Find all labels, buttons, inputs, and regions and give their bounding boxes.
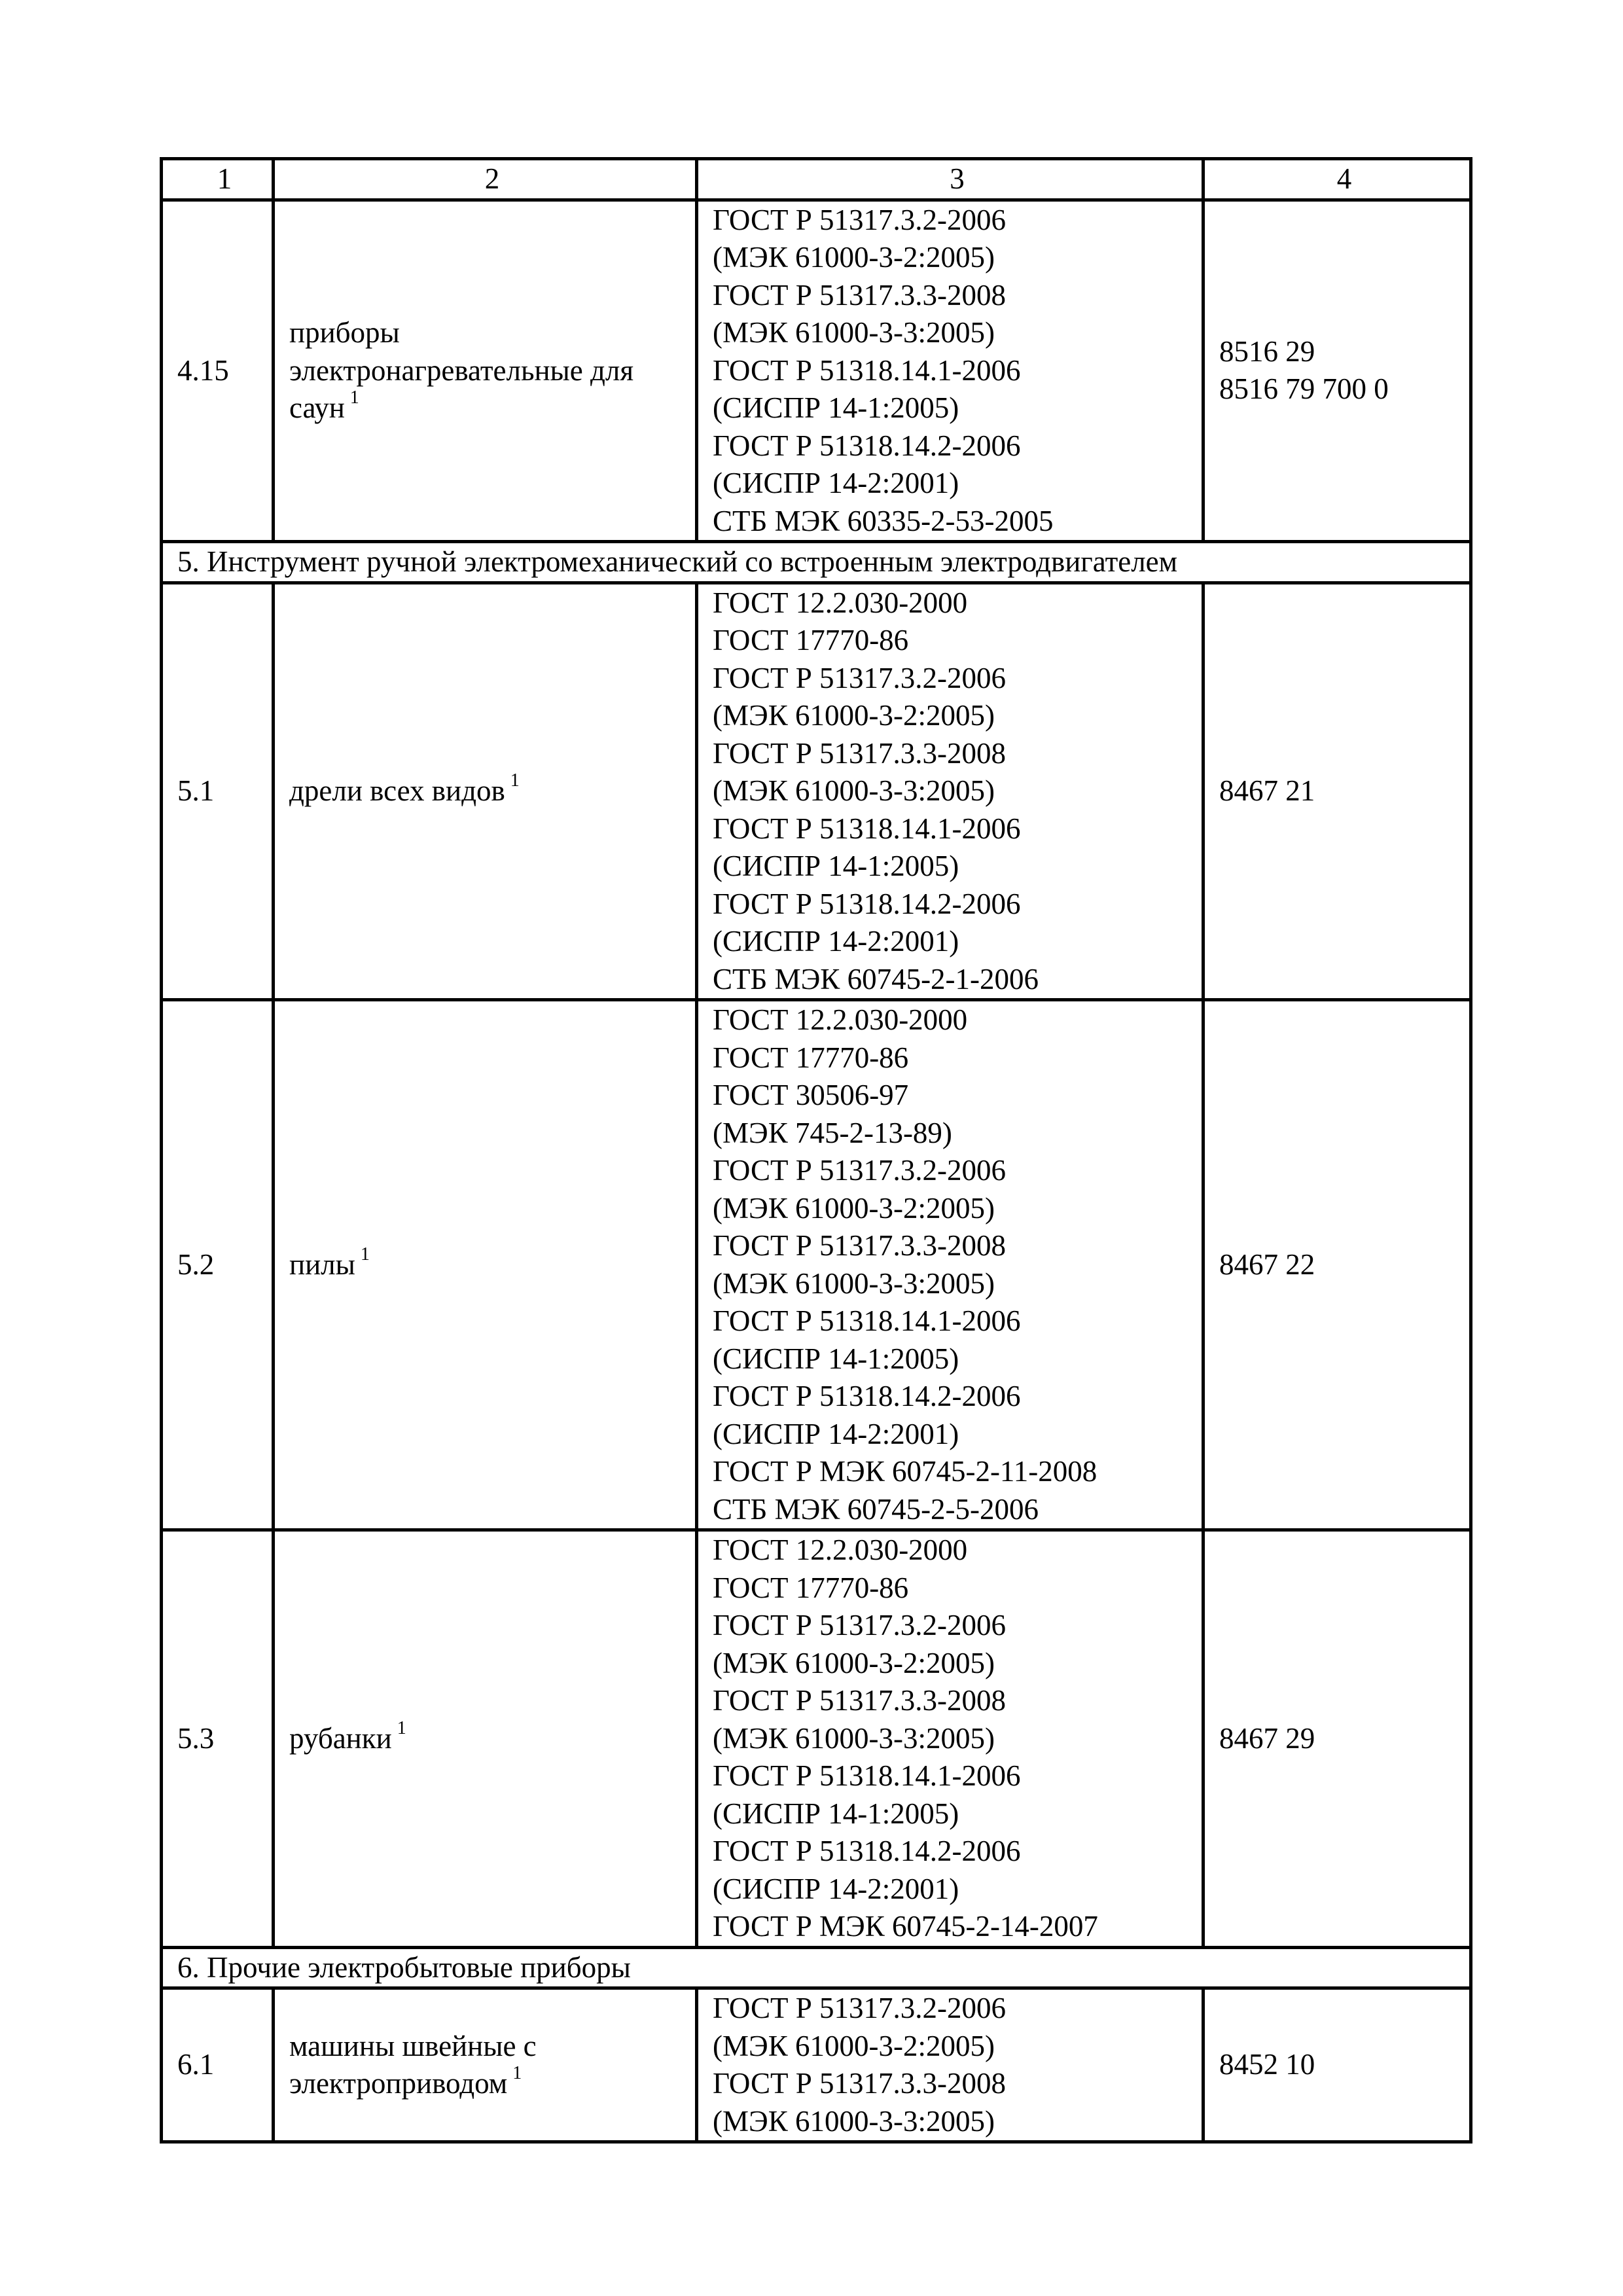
- item-standards: [697, 583, 1204, 1000]
- item-name-line: [289, 352, 695, 390]
- standard-line: ГОСТ Р 51317.3.2-2006: [713, 661, 1006, 694]
- standard-line: (МЭК 61000-3-3:2005): [713, 1721, 995, 1755]
- standard-line: (МЭК 61000-3-2:2005): [713, 699, 995, 732]
- section-title: 6. Прочие электробытовые приборы: [162, 1947, 1471, 1988]
- standard-line: ГОСТ Р 51318.14.2-2006: [713, 887, 1021, 920]
- code-line: 8516 79 700 0: [1219, 372, 1389, 406]
- standard-line: ГОСТ 17770-86: [713, 1571, 909, 1604]
- standard-line: ГОСТ Р 51317.3.2-2006: [713, 1992, 1006, 2024]
- item-codes: [1204, 583, 1471, 1000]
- standard-line: (СИСПР 14-2:2001): [713, 925, 959, 958]
- item-name-text: электроприводом: [289, 2067, 508, 2100]
- table-row: [162, 1000, 1471, 1530]
- standard-line: ГОСТ Р 51317.3.2-2006: [713, 203, 1006, 236]
- item-standards: [697, 1530, 1204, 1948]
- code-line: 8516 29: [1219, 334, 1315, 368]
- item-standards: [697, 1000, 1204, 1530]
- standard-line: (МЭК 61000-3-3:2005): [713, 316, 995, 349]
- standards-table: [160, 157, 1472, 2144]
- item-name-line: [289, 1717, 695, 1758]
- item-name-line: [289, 1246, 695, 1284]
- item-name: [274, 200, 697, 542]
- standard-line: (СИСПР 14-1:2005): [713, 1797, 959, 1830]
- item-number: 5.2: [162, 1000, 274, 1530]
- item-name-text: дрели всех видов: [289, 774, 505, 807]
- standard-line: (МЭК 61000-3-2:2005): [713, 1191, 995, 1225]
- item-name: [274, 583, 697, 1000]
- standard-line: (МЭК 61000-3-3:2005): [713, 1266, 995, 1300]
- standard-line: ГОСТ Р 51317.3.3-2008: [713, 1229, 1006, 1262]
- standard-line: (СИСПР 14-1:2005): [713, 1342, 959, 1375]
- standard-line: (СИСПР 14-2:2001): [713, 1872, 959, 1905]
- item-name: [274, 1530, 697, 1948]
- item-name: [274, 1000, 697, 1530]
- standard-line: (СИСПР 14-1:2005): [713, 850, 959, 882]
- item-number: 5.3: [162, 1530, 274, 1948]
- standard-line: ГОСТ Р 51318.14.1-2006: [713, 353, 1021, 387]
- column-header-4: 4: [1204, 159, 1471, 200]
- item-number: 4.15: [162, 200, 274, 542]
- footnote-marker: 1: [397, 1717, 406, 1738]
- standard-line: (СИСПР 14-1:2005): [713, 391, 959, 424]
- column-header-1: 1: [162, 159, 274, 200]
- standard-line: ГОСТ Р 51318.14.1-2006: [713, 1759, 1021, 1792]
- standard-line: ГОСТ 17770-86: [713, 1041, 909, 1074]
- item-name-line: [289, 772, 695, 810]
- item-codes: [1204, 1988, 1471, 2142]
- item-codes: [1204, 1530, 1471, 1948]
- table-row: [162, 200, 1471, 542]
- item-codes: [1204, 1000, 1471, 1530]
- standard-line: (МЭК 61000-3-3:2005): [713, 774, 995, 807]
- item-standards: [697, 200, 1204, 542]
- standard-line: ГОСТ Р 51317.3.2-2006: [713, 1609, 1006, 1641]
- standard-line: СТБ МЭК 60745-2-1-2006: [713, 962, 1039, 996]
- standard-line: ГОСТ 30506-97: [713, 1079, 909, 1111]
- table-row: [162, 583, 1471, 1000]
- table-row: [162, 1530, 1471, 1948]
- code-line: 8452 10: [1219, 2048, 1315, 2081]
- standard-line: ГОСТ Р 51317.3.3-2008: [713, 2067, 1006, 2100]
- standard-line: ГОСТ 17770-86: [713, 624, 909, 656]
- standard-line: ГОСТ Р 51318.14.2-2006: [713, 1835, 1021, 1867]
- footnote-marker: 1: [349, 387, 359, 408]
- standard-line: (МЭК 745-2-13-89): [713, 1116, 952, 1149]
- item-name-text: электронагревательные для: [289, 353, 634, 387]
- standard-line: ГОСТ 12.2.030-2000: [713, 1534, 968, 1566]
- standard-line: (МЭК 61000-3-2:2005): [713, 241, 995, 274]
- item-number: 6.1: [162, 1988, 274, 2142]
- standard-line: СТБ МЭК 60745-2-5-2006: [713, 1492, 1039, 1526]
- item-codes: [1204, 200, 1471, 542]
- standard-line: (МЭК 61000-3-2:2005): [713, 1646, 995, 1679]
- footnote-marker: 1: [512, 2063, 522, 2083]
- code-line: 8467 22: [1219, 1247, 1315, 1281]
- item-name-text: пилы: [289, 1247, 355, 1281]
- header-row: [162, 159, 1471, 200]
- standard-line: ГОСТ Р МЭК 60745-2-14-2007: [713, 1910, 1098, 1943]
- standard-line: ГОСТ Р 51318.14.1-2006: [713, 1304, 1021, 1337]
- table-body: [162, 159, 1471, 2142]
- footnote-marker: 1: [360, 1244, 370, 1265]
- item-standards: [697, 1988, 1204, 2142]
- item-name-text: приборы: [289, 316, 400, 349]
- code-line: 8467 29: [1219, 1721, 1315, 1755]
- standard-line: ГОСТ Р МЭК 60745-2-11-2008: [713, 1455, 1097, 1488]
- standard-line: (СИСПР 14-2:2001): [713, 1417, 959, 1450]
- standard-line: ГОСТ 12.2.030-2000: [713, 586, 968, 619]
- standard-line: ГОСТ Р 51317.3.3-2008: [713, 1684, 1006, 1717]
- standard-line: ГОСТ 12.2.030-2000: [713, 1003, 968, 1036]
- standard-line: СТБ МЭК 60335-2-53-2005: [713, 504, 1054, 537]
- item-name-text: рубанки: [289, 1721, 392, 1755]
- standard-line: ГОСТ Р 51318.14.2-2006: [713, 429, 1021, 462]
- item-name-text: саун: [289, 391, 345, 424]
- item-name-line: [289, 389, 695, 427]
- item-name-text: машины швейные с: [289, 2029, 537, 2062]
- column-header-3: 3: [697, 159, 1204, 200]
- item-name-line: [289, 2065, 695, 2103]
- standard-line: ГОСТ Р 51317.3.2-2006: [713, 1154, 1006, 1187]
- table-row: [162, 1988, 1471, 2142]
- code-line: 8467 21: [1219, 774, 1315, 807]
- standard-line: (МЭК 61000-3-2:2005): [713, 2029, 995, 2062]
- footnote-marker: 1: [510, 770, 520, 791]
- item-number: 5.1: [162, 583, 274, 1000]
- item-name-line: [289, 2028, 695, 2066]
- section-row: [162, 1947, 1471, 1988]
- item-name: [274, 1988, 697, 2142]
- standard-line: ГОСТ Р 51318.14.2-2006: [713, 1380, 1021, 1412]
- standard-line: ГОСТ Р 51318.14.1-2006: [713, 812, 1021, 845]
- standard-line: (СИСПР 14-2:2001): [713, 467, 959, 499]
- item-name-line: [289, 314, 695, 352]
- standard-line: (МЭК 61000-3-3:2005): [713, 2104, 995, 2138]
- section-title: 5. Инструмент ручной электромеханический со встроенным электродвигателем: [162, 542, 1471, 583]
- standard-line: ГОСТ Р 51317.3.3-2008: [713, 278, 1006, 312]
- column-header-2: 2: [274, 159, 697, 200]
- section-row: [162, 542, 1471, 583]
- standard-line: ГОСТ Р 51317.3.3-2008: [713, 736, 1006, 770]
